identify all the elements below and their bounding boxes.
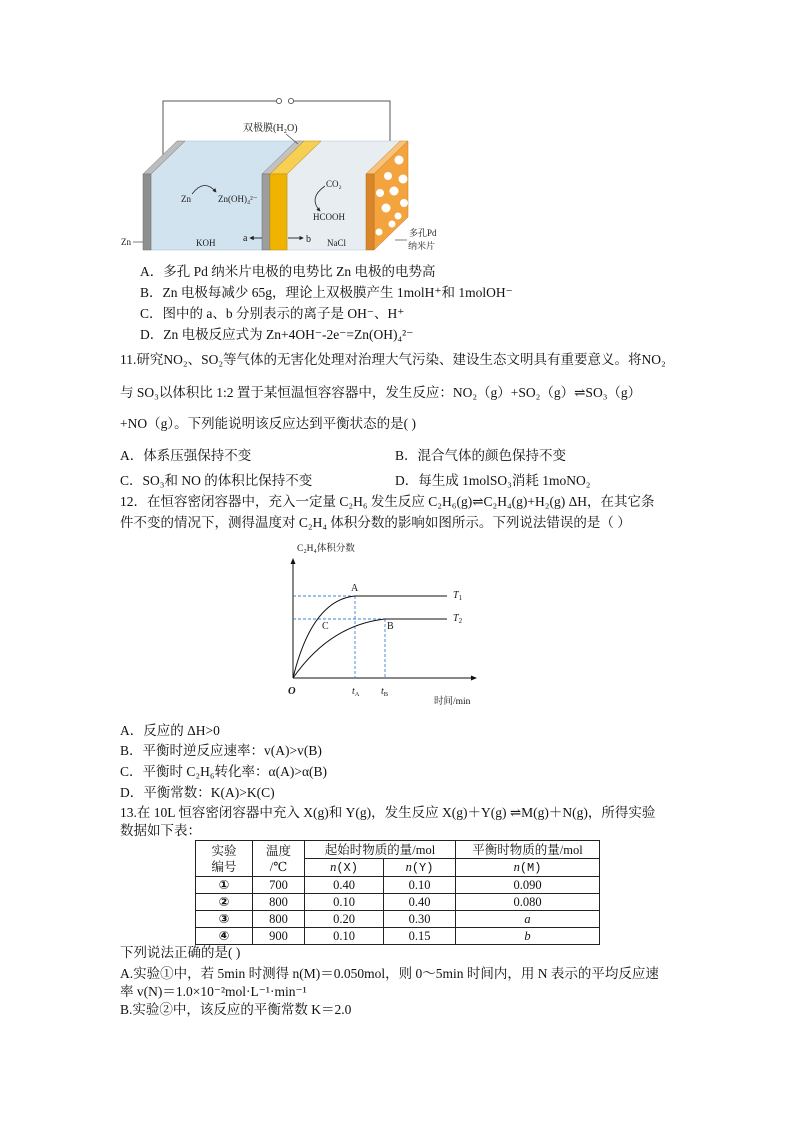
curve-t2-label xyxy=(453,613,463,625)
q10-option-a: A．多孔 Pd 纳米片电极的电势比 Zn 电极的电势高 xyxy=(140,264,436,279)
q12-stem-line2: 件不变的情况下，测得温度对 C₂H₄ 体积分数的影响如图所示。下列说法错误的是（ ） xyxy=(120,515,631,530)
pore xyxy=(376,189,384,197)
membrane-gray-layer xyxy=(262,174,270,250)
koh-label: KOH xyxy=(196,238,216,248)
q13-option-a-line1: A.实验①中，若 5min 时测得 n(M)＝0.050mol，则 0～5min 时间内，用 N 表示的平均反应速 xyxy=(120,966,659,981)
pd-electrode-front xyxy=(366,174,374,250)
bipolar-membrane-cell-diagram xyxy=(110,90,455,258)
x-axis-label: 时间/min xyxy=(434,697,471,707)
cell-nm: a xyxy=(456,911,600,928)
q13-stem-line1: 13.在 10L 恒容密闭容器中充入 X(g)和 Y(g)，发生反应 X(g)＋Y(g) ⇌M(g)＋N(g)，所得实验 xyxy=(120,805,656,820)
header-temperature-label: 温度 xyxy=(265,843,291,858)
cell-experiment-id: ① xyxy=(196,877,253,894)
q11-stem-line2: 与 SO₃以体积比 1:2 置于某恒温恒容容器中，发生反应：NO₂（g）+SO₂（g）⇌SO₃（g） xyxy=(120,385,642,400)
tick-ta-label xyxy=(352,686,360,698)
cell-nx: 0.40 xyxy=(305,877,384,894)
cell-nm: 0.080 xyxy=(456,894,600,911)
cell-nx: 0.10 xyxy=(305,894,384,911)
origin-label: O xyxy=(288,686,296,697)
nacl-label: NaCl xyxy=(327,238,346,248)
header-nx-var: n xyxy=(330,860,337,874)
pd-label-line1: 多孔Pd xyxy=(409,228,437,238)
curve-t2-sub: 2 xyxy=(458,617,463,625)
curve-t1-var: T xyxy=(453,590,459,601)
curve-t2-var: T xyxy=(453,613,459,624)
experiment-data-table xyxy=(195,840,600,945)
q13-option-a-line2: 率 v(N)＝1.0×10⁻²mol·L⁻¹·min⁻¹ xyxy=(120,984,307,999)
pore xyxy=(382,204,391,213)
pore xyxy=(390,187,399,196)
cell-ny: 0.15 xyxy=(384,928,456,945)
pd-label-line2: 纳米片 xyxy=(408,241,436,251)
pore xyxy=(384,172,392,180)
q11-option-d: D．每生成 1molSO₃消耗 1moNO₂ xyxy=(395,473,591,488)
cell-nx: 0.20 xyxy=(305,911,384,928)
tick-tb-label xyxy=(381,686,389,698)
curve-t1-sub: 1 xyxy=(458,594,463,602)
curve-t2 xyxy=(293,619,447,678)
curve-t1 xyxy=(293,596,447,678)
zn-electrode xyxy=(143,174,151,250)
y-axis-label: C₂H₄体积分数 xyxy=(297,544,355,554)
c2h4-volume-fraction-graph xyxy=(270,536,495,712)
point-b-label: B xyxy=(387,621,394,632)
header-number: 编号 xyxy=(211,859,237,874)
q13-option-b: B.实验②中，该反应的平衡常数 K＝2.0 xyxy=(120,1002,352,1017)
q10-option-c: C．图中的 a、b 分别表示的离子是 OH⁻、H⁺ xyxy=(140,306,405,321)
table-header-row xyxy=(196,841,600,859)
table-row xyxy=(196,911,600,928)
q10-option-b: B．Zn 电极每减少 65g，理论上双极膜产生 1molH⁺和 1molOH⁻ xyxy=(140,285,513,300)
ion-a-label: a xyxy=(243,233,248,244)
header-initial-amount: 起始时物质的量/mol xyxy=(305,841,456,859)
zn-electrode-label: Zn xyxy=(121,237,131,247)
cell-experiment-id: ④ xyxy=(196,928,253,945)
header-ny-arg: (Y) xyxy=(411,861,434,875)
header-nm-var: n xyxy=(513,860,520,874)
cell-ny: 0.10 xyxy=(384,877,456,894)
pore xyxy=(376,229,383,236)
cell-experiment-id: ② xyxy=(196,894,253,911)
cell-nm: b xyxy=(456,928,600,945)
tick-tb-sub: B xyxy=(383,691,389,698)
pore xyxy=(399,175,408,184)
q12-option-c: C．平衡时 C₂H₆转化率：α(A)>α(B) xyxy=(120,764,328,779)
tick-tb-var: t xyxy=(381,686,384,697)
co2-label: CO₂ xyxy=(326,179,342,189)
cell-ny: 0.30 xyxy=(384,911,456,928)
curve-t1-label xyxy=(453,590,463,602)
q13-question: 下列说法正确的是( ) xyxy=(120,945,241,960)
header-nx-arg: (X) xyxy=(336,861,358,875)
header-nm-arg: (M) xyxy=(519,861,542,875)
pore xyxy=(389,221,396,228)
header-ny-var: n xyxy=(405,860,412,874)
cell-experiment-id: ③ xyxy=(196,911,253,928)
q13-stem-line2: 数据如下表： xyxy=(120,823,201,838)
cell-temperature: 800 xyxy=(253,911,305,928)
q10-option-d: D．Zn 电极反应式为 Zn+4OH⁻-2e⁻=Zn(OH)₄²⁻ xyxy=(140,327,414,342)
tick-ta-var: t xyxy=(352,686,355,697)
q12-option-a: A．反应的 ΔH>0 xyxy=(120,723,220,738)
q11-stem-line1: 11.研究NO₂、SO₂等气体的无害化处理对治理大气污染、建设生态文明具有重要意义。将NO₂ xyxy=(120,352,666,367)
table-row xyxy=(196,877,600,894)
q12-option-d: D．平衡常数：K(A)>K(C) xyxy=(120,785,275,800)
header-nx xyxy=(305,859,384,877)
header-experiment-number xyxy=(196,841,253,877)
header-equilibrium-amount: 平衡时物质的量/mol xyxy=(456,841,600,859)
terminal-left xyxy=(276,98,281,103)
pore xyxy=(395,213,402,220)
header-temperature-unit: /℃ xyxy=(269,859,288,874)
q12-stem-line1: 12．在恒容密闭容器中，充入一定量 C₂H₆ 发生反应 C₂H₆(g)⇌C₂H₄(g)+H₂(g) ΔH，在其它条 xyxy=(120,494,655,509)
table-row xyxy=(196,894,600,911)
terminal-right xyxy=(288,98,293,103)
header-ny xyxy=(384,859,456,877)
header-experiment: 实验 xyxy=(211,843,237,858)
point-c-label: C xyxy=(322,621,329,632)
q11-option-c: C．SO₃和 NO 的体积比保持不变 xyxy=(120,473,313,488)
cell-ny: 0.40 xyxy=(384,894,456,911)
cell-temperature: 700 xyxy=(253,877,305,894)
zn-species-label: Zn xyxy=(181,194,191,204)
hcooh-label: HCOOH xyxy=(313,212,346,222)
cell-temperature: 800 xyxy=(253,894,305,911)
q11-option-a: A．体系压强保持不变 xyxy=(120,448,252,463)
zincate-label: Zn(OH)₄²⁻ xyxy=(218,194,258,204)
q11-stem-line3: +NO（g）。下列能说明该反应达到平衡状态的是( ) xyxy=(120,416,416,431)
cell-nx: 0.10 xyxy=(305,928,384,945)
q11-option-b: B．混合气体的颜色保持不变 xyxy=(395,448,567,463)
table-row xyxy=(196,928,600,945)
cell-temperature: 900 xyxy=(253,928,305,945)
cell-nm: 0.090 xyxy=(456,877,600,894)
pore xyxy=(400,199,408,207)
ion-b-label: b xyxy=(306,234,311,245)
header-temperature xyxy=(253,841,305,877)
pore xyxy=(395,156,404,165)
q12-option-b: B．平衡时逆反应速率：v(A)>v(B) xyxy=(120,743,322,758)
point-a-label: A xyxy=(351,583,359,594)
header-nm xyxy=(456,859,600,877)
membrane-label: 双极膜(H₂O) xyxy=(243,123,298,134)
tick-ta-sub: A xyxy=(354,691,360,698)
membrane-gold-layer xyxy=(270,174,287,250)
